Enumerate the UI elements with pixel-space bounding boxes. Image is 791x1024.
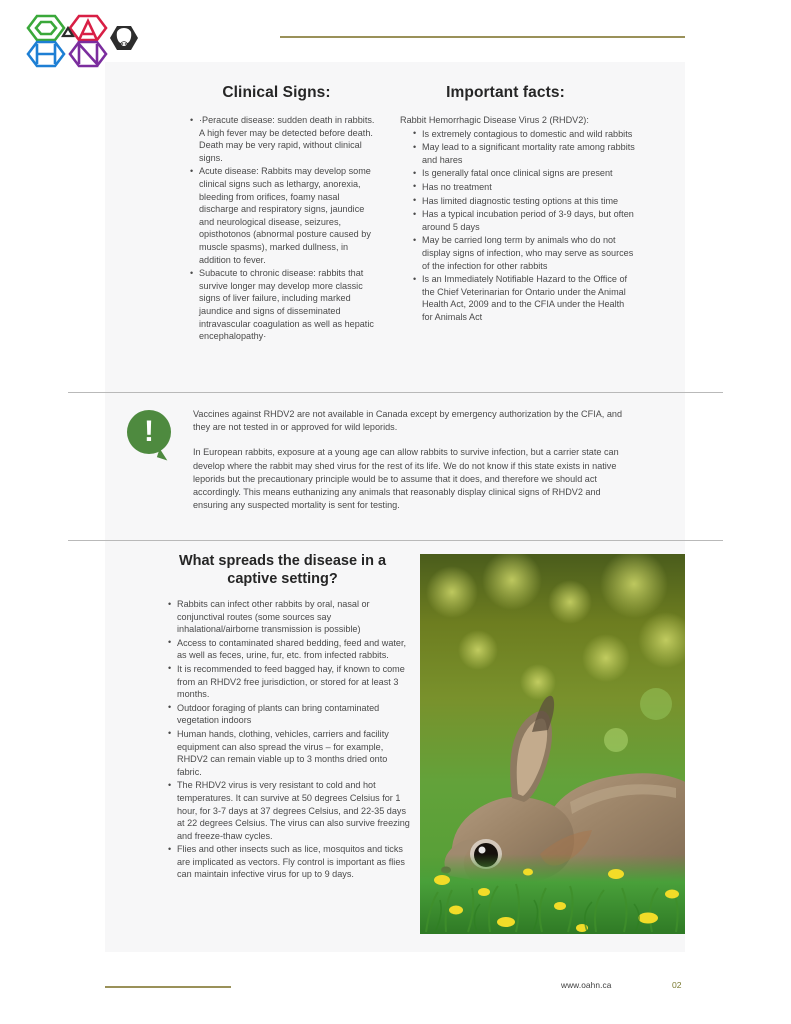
list-item: • Subacute to chronic disease: rabbits that survive longer may develop more classic signs of liver failure, including marked jaundice and signs of disseminated intravascular coagulation as well as hepatic encephalopathy· [190,267,376,343]
callout-icon-wrap [105,404,193,534]
spread-list [155,598,410,881]
section-divider-top [68,392,723,393]
clinical-signs-list [177,114,376,343]
list-item: • Is generally fatal once clinical signs are present [413,167,637,180]
callout-text [193,404,685,534]
list-item: • Outdoor foraging of plants can bring contaminated vegetation indoors [168,702,410,727]
list-item: • May lead to a significant mortality rate among rabbits and hares [413,141,637,166]
list-item: • Has a typical incubation period of 3-9 days, but often around 5 days [413,208,637,233]
list-item: • Rabbits can infect other rabbits by oral, nasal or conjunctival routes (some sources say inhalational/airborne transmission is possible) [168,598,410,636]
list-item: • The RHDV2 virus is very resistant to cold and hot temperatures. It can survive at 50 degrees Celsius for 1 hour, for 3-7 days at 37 degrees Celsius, and 22-35 days at 22 degrees Celsius. The virus can also survive freezing and freeze-thaw cycles. [168,779,410,842]
footer-gold-rule [105,986,231,988]
callout-paragraph: Vaccines against RHDV2 are not available in Canada except by emergency authorization by the CFIA, and they are not tested in or approved for wild leporids. [193,409,622,433]
spread-photo-column [420,552,685,934]
list-item: • Flies and other insects such as lice, mosquitos and ticks are implicated as vectors. Fly control is important as flies can maintain infective virus for up to 9 days. [168,843,410,881]
logo-letter-a-icon [70,16,106,40]
list-item: • Is an Immediately Notifiable Hazard to the Office of the Chief Veterinarian for Ontario under the Animal Health Act, 2009 and to the CFIA under the Health for Animals Act [413,273,637,323]
list-item: • Human hands, clothing, vehicles, carriers and facility equipment can also spread the virus – for example, RHDV2 can remain viable up to 3 months dried onto fabric. [168,728,410,778]
logo-letter-h-icon [28,42,64,66]
list-item: • It is recommended to feed bagged hay, if known to come from an RHDV2 free jurisdiction, or stored for at least 3 months. [168,663,410,701]
logo-letter-o-icon [28,16,64,40]
logo-letter-n-icon [70,42,106,66]
logo-cow-icon [110,26,138,50]
clinical-signs-title: Clinical Signs: [222,84,331,101]
callout-section [105,404,685,534]
important-facts-column [390,84,685,344]
oahn-logo [16,12,141,70]
footer-website-url[interactable]: www.oahn.ca [561,980,612,990]
list-item: • Acute disease: Rabbits may develop some clinical signs such as lethargy, anorexia, bleeding from orifices, foamy nasal discharge and respiratory signs, jaundice and neurological disease, seizures, opisthotonos (abnormal posture caused by muscle spasms), marked dullness, in addition to fever. [190,165,376,266]
list-item: • May be carried long term by animals who do not display signs of infection, who may serve as sources of the infection for other rabbits [413,234,637,272]
rabbit-in-grass-photo [420,554,685,934]
header-gold-rule [280,36,685,38]
spread-section-title: What spreads the disease in a captive setting? [178,553,387,587]
footer-page-number: 02 [672,980,682,990]
clinical-signs-column [105,84,390,344]
callout-paragraph: In European rabbits, exposure at a young age can allow rabbits to survive infection, but a carrier state can develop where the rabbit may shed virus for the rest of its life. We do not know if this state exists in native leporids but the precautionary principle would be to assume that it does, and therefore we should act accordingly. This means euthanizing any animals that reasonably display clinical signs of RHDV2 and ensuring any suspected mortality is sent for testing. [193,447,619,511]
list-item: • Has no treatment [413,181,637,194]
exclamation-mark: ! [144,415,154,448]
important-facts-title: Important facts: [446,84,565,101]
important-facts-intro: Rabbit Hemorrhagic Disease Virus 2 (RHDV2): [400,115,589,125]
list-item: • ·Peracute disease: sudden death in rabbits. A high fever may be detected before death. Death may be very rapid, without clinical signs. [190,114,376,164]
list-item: • Access to contaminated shared bedding, feed and water, as well as feces, urine, fur, etc. from infected rabbits. [168,637,410,662]
spread-text-column [105,552,420,934]
important-facts-list [400,128,637,324]
section-divider-bottom [68,540,723,541]
spread-section [105,552,685,934]
exclamation-speech-bubble-icon [127,410,171,454]
list-item: • Is extremely contagious to domestic and wild rabbits [413,128,637,141]
top-columns [105,84,685,344]
list-item: • Has limited diagnostic testing options at this time [413,195,637,208]
